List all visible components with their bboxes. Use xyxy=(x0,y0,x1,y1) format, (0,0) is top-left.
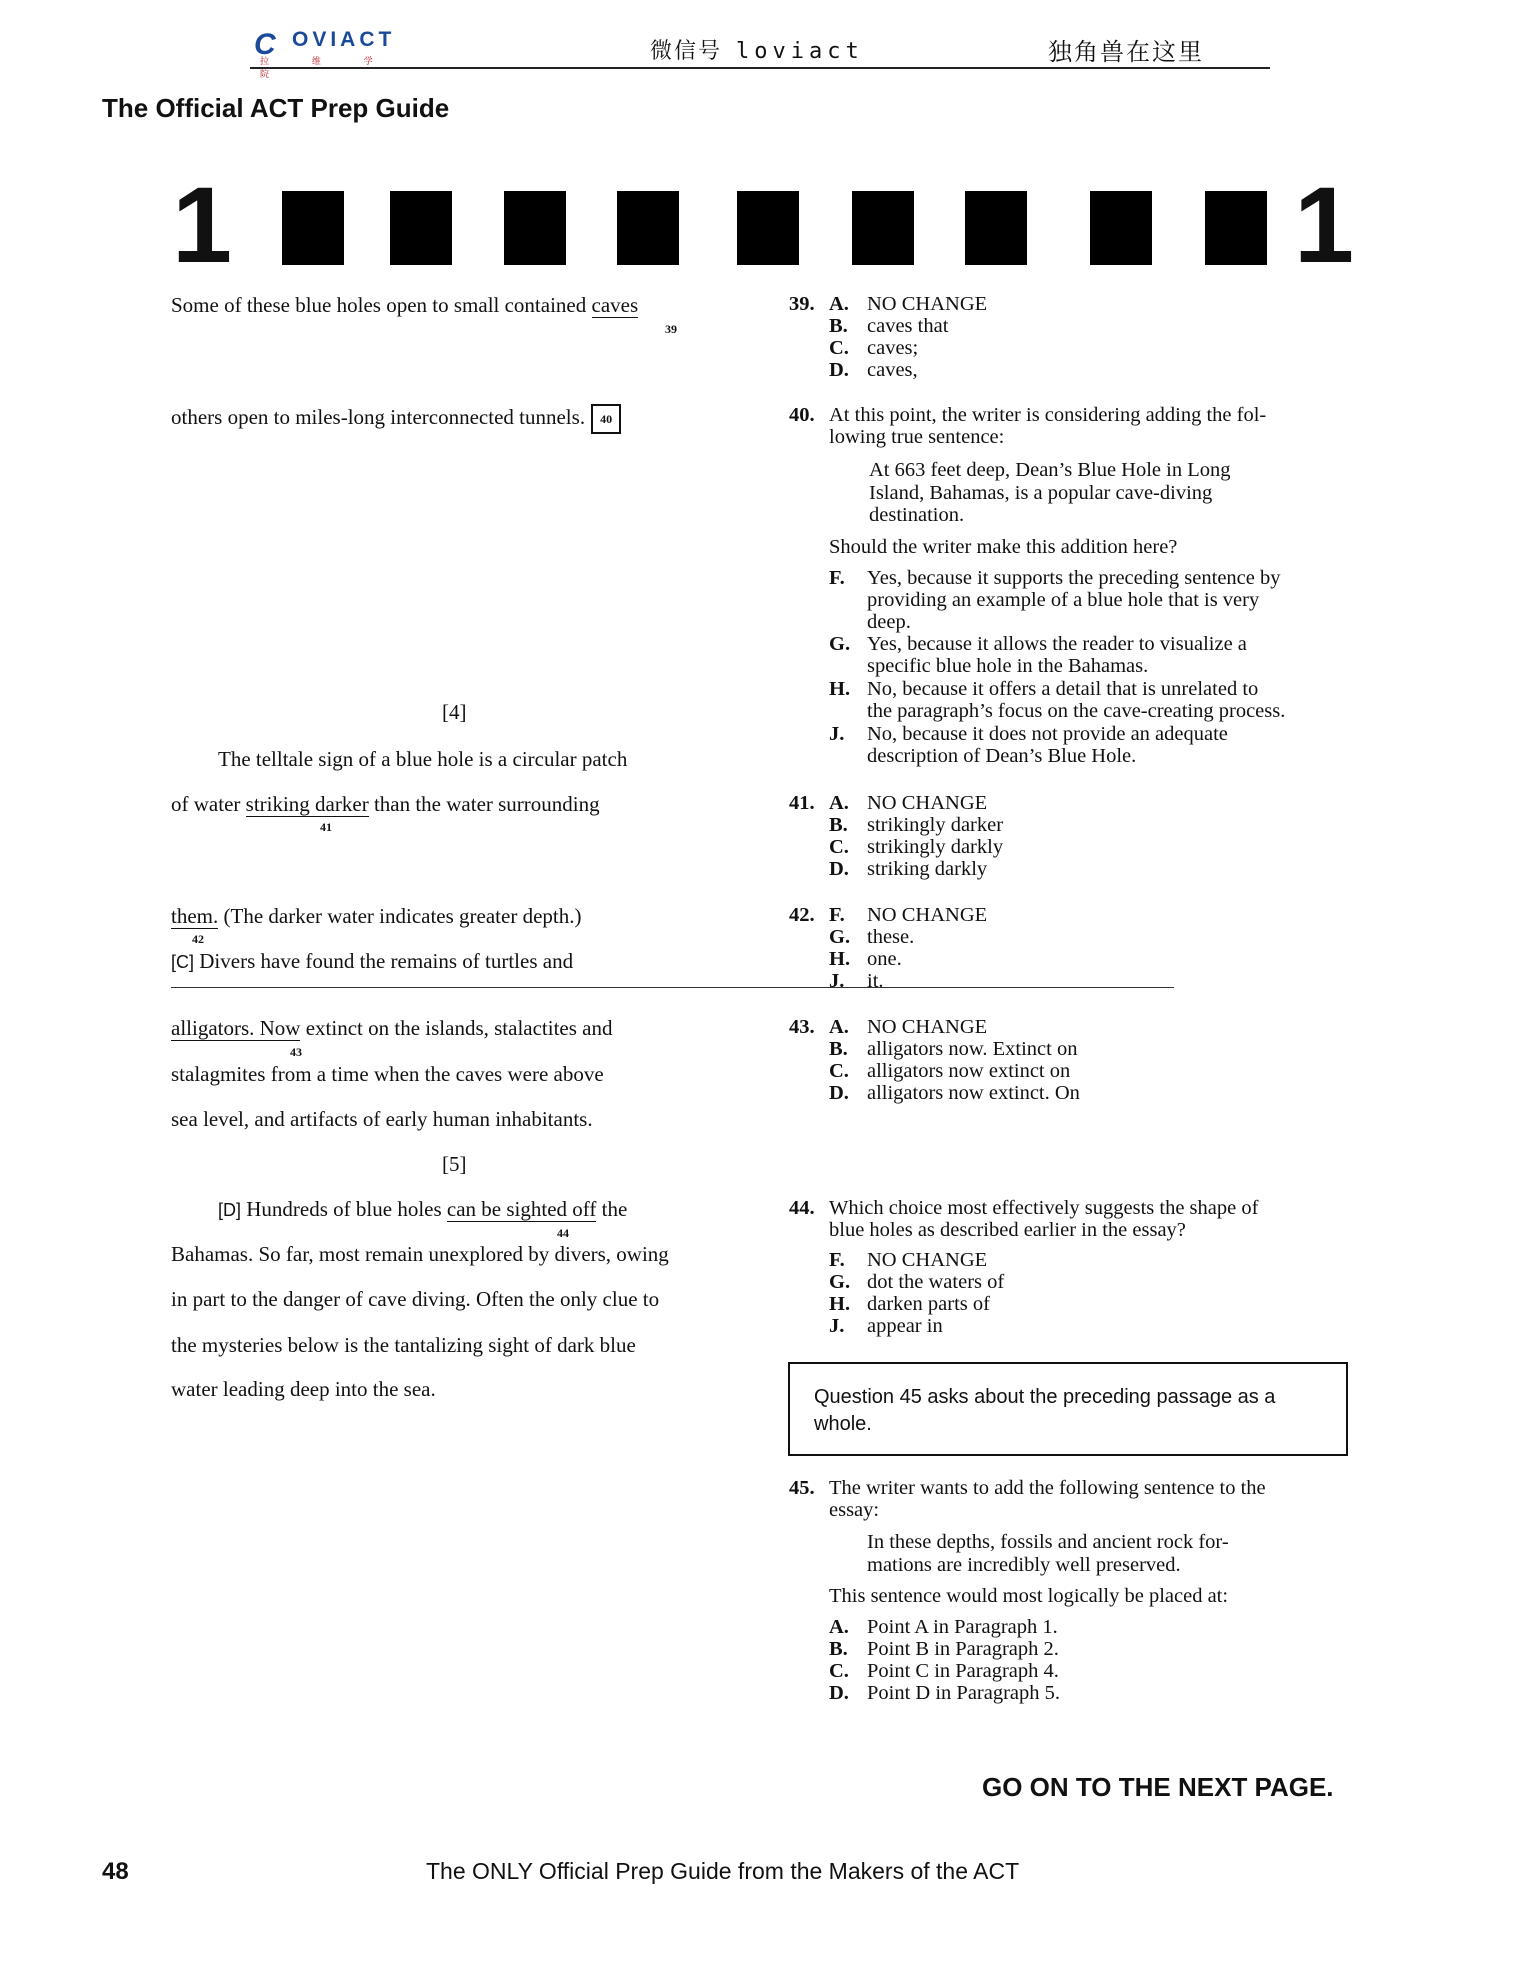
underlined-43: alligators. Now xyxy=(171,1016,301,1040)
question-number: 42. xyxy=(789,904,815,926)
option-43-b[interactable]: B. alligators now. Extinct on xyxy=(829,1038,1078,1060)
loviact-logo xyxy=(254,22,424,80)
option-44-j[interactable]: J. appear in xyxy=(829,1315,943,1337)
option-43-d[interactable]: D. alligators now extinct. On xyxy=(829,1082,1080,1104)
footer-tagline: The ONLY Official Prep Guide from the Makers of the ACT xyxy=(426,1858,1020,1884)
question-stem: Which choice most effectively suggests the shape of xyxy=(829,1197,1259,1219)
question-ref-44: 44 xyxy=(557,1226,569,1240)
passage-line: of water striking darker than the water surrounding xyxy=(171,792,600,816)
question-number: 40. xyxy=(789,404,815,426)
wechat-line xyxy=(650,34,864,65)
option-40-f-line: deep. xyxy=(867,611,911,633)
option-42-j[interactable]: J. it. xyxy=(829,970,884,992)
question-stem: The writer wants to add the following sentence to the xyxy=(829,1477,1266,1499)
section-bar-block xyxy=(737,191,799,265)
passage-line: others open to miles-long interconnected tunnels. 40 xyxy=(171,404,621,434)
passage-line: the mysteries below is the tantalizing sight of dark blue xyxy=(171,1333,636,1357)
section-bar-block xyxy=(390,191,452,265)
instruction-text: Question 45 asks about the preceding passage as a whole. xyxy=(814,1386,1276,1435)
option-39-c[interactable]: C. caves; xyxy=(829,337,919,359)
option-44-g[interactable]: G. dot the waters of xyxy=(829,1271,1005,1293)
quoted-sentence: At 663 feet deep, Dean’s Blue Hole in Long Island, Bahamas, is a popular cave-diving destination. xyxy=(869,459,1231,526)
passage-line: [D] Hundreds of blue holes can be sighted off the xyxy=(218,1197,628,1221)
question-ref-43: 43 xyxy=(290,1045,302,1059)
option-40-h[interactable]: H. No, because it offers a detail that is unrelated to xyxy=(829,678,1259,700)
point-marker-d: [D] xyxy=(218,1200,242,1220)
passage-line: Bahamas. So far, most remain unexplored by divers, owing xyxy=(171,1242,669,1266)
option-44-f[interactable]: F. NO CHANGE xyxy=(829,1249,988,1271)
option-40-g-line: specific blue hole in the Bahamas. xyxy=(867,655,1149,677)
section-number-left: 1 xyxy=(172,164,233,285)
question-number: 41. xyxy=(789,792,815,814)
question-stem: blue holes as described earlier in the essay? xyxy=(829,1219,1186,1241)
option-39-d[interactable]: D. caves, xyxy=(829,359,918,381)
passage-line: [C] Divers have found the remains of turtles and xyxy=(171,949,574,973)
underlined-39: caves xyxy=(591,293,639,317)
option-42-h[interactable]: H. one. xyxy=(829,948,902,970)
passage-line: in part to the danger of cave diving. Often the only clue to xyxy=(171,1287,660,1311)
question-ref-41: 41 xyxy=(320,820,332,834)
question-ref-39: 39 xyxy=(665,322,677,336)
section-bar-block xyxy=(852,191,914,265)
option-45-b[interactable]: B. Point B in Paragraph 2. xyxy=(829,1638,1059,1660)
section-bar-block xyxy=(965,191,1027,265)
question-stem: At this point, the writer is considering adding the fol- xyxy=(829,404,1267,426)
section-bar-block xyxy=(1205,191,1267,265)
question-stem: lowing true sentence: xyxy=(829,426,1005,448)
question-number: 39. xyxy=(789,293,815,315)
logo-subtitle: 拉 维 学 院 xyxy=(260,57,393,80)
passage-line: Some of these blue holes open to small contained caves xyxy=(171,293,639,317)
question-ask: This sentence would most logically be placed at: xyxy=(829,1585,1229,1607)
go-on-next-page: GO ON TO THE NEXT PAGE. xyxy=(982,1772,1334,1802)
option-43-c[interactable]: C. alligators now extinct on xyxy=(829,1060,1071,1082)
option-41-d[interactable]: D. striking darkly xyxy=(829,858,988,880)
question-ref-42: 42 xyxy=(192,932,204,946)
option-40-h-line: the paragraph’s focus on the cave-creating process. xyxy=(867,700,1286,722)
header-tagline: 独角兽在这里 xyxy=(1048,38,1204,66)
option-40-f[interactable]: F. Yes, because it supports the preceding sentence by xyxy=(829,567,1281,589)
page-number: 48 xyxy=(102,1858,129,1885)
section-bar-block xyxy=(504,191,566,265)
guide-title: The Official ACT Prep Guide xyxy=(102,93,450,123)
logo-swoosh-icon: C xyxy=(254,28,276,61)
section-number-right: 1 xyxy=(1294,164,1355,285)
underlined-42: them. xyxy=(171,904,219,928)
question-ask: Should the writer make this addition here? xyxy=(829,536,1178,558)
section-bar-block xyxy=(282,191,344,265)
paragraph-number-4: [4] xyxy=(442,700,467,724)
passage-line: The telltale sign of a blue hole is a circular patch xyxy=(218,747,628,771)
section-bar-block xyxy=(617,191,679,265)
point-marker-c: [C] xyxy=(171,952,195,972)
option-42-g[interactable]: G. these. xyxy=(829,926,915,948)
option-42-f[interactable]: F. NO CHANGE xyxy=(829,904,988,926)
passage-line: water leading deep into the sea. xyxy=(171,1377,436,1401)
wechat-label: 微信号 xyxy=(650,39,723,64)
question-number: 45. xyxy=(789,1477,815,1499)
passage-line: alligators. Now extinct on the islands, stalactites and xyxy=(171,1016,613,1040)
question-stem: essay: xyxy=(829,1499,880,1521)
wechat-id: loviact xyxy=(736,39,864,64)
option-40-j-line: description of Dean’s Blue Hole. xyxy=(867,745,1137,767)
option-45-c[interactable]: C. Point C in Paragraph 4. xyxy=(829,1660,1059,1682)
underlined-41: striking darker xyxy=(245,792,369,816)
passage-line: sea level, and artifacts of early human inhabitants. xyxy=(171,1107,593,1131)
question-45-instruction-box xyxy=(788,1362,1348,1456)
underlined-44: can be sighted off xyxy=(446,1197,597,1221)
question-box-40: 40 xyxy=(591,404,621,434)
passage-line: them. (The darker water indicates greater depth.) xyxy=(171,904,582,928)
option-44-h[interactable]: H. darken parts of xyxy=(829,1293,990,1315)
section-bar-block xyxy=(1090,191,1152,265)
option-39-a[interactable]: A. NO CHANGE xyxy=(829,293,988,315)
question-number: 43. xyxy=(789,1016,815,1038)
option-41-b[interactable]: B. strikingly darker xyxy=(829,814,1004,836)
passage-line: stalagmites from a time when the caves were above xyxy=(171,1062,604,1086)
logo-word: OVIACT xyxy=(292,28,396,51)
option-40-g[interactable]: G. Yes, because it allows the reader to visualize a xyxy=(829,633,1247,655)
option-40-j[interactable]: J. No, because it does not provide an adequate xyxy=(829,723,1228,745)
header-rule xyxy=(250,67,1270,69)
option-45-d[interactable]: D. Point D in Paragraph 5. xyxy=(829,1682,1061,1704)
paragraph-number-5: [5] xyxy=(442,1152,467,1176)
option-45-a[interactable]: A. Point A in Paragraph 1. xyxy=(829,1616,1058,1638)
quoted-sentence: In these depths, fossils and ancient rock for- mations are incredibly well preserved. xyxy=(867,1531,1229,1576)
option-40-f-line: providing an example of a blue hole that is very xyxy=(867,589,1260,611)
option-41-a[interactable]: A. NO CHANGE xyxy=(829,792,988,814)
question-number: 44. xyxy=(789,1197,815,1219)
option-39-b[interactable]: B. caves that xyxy=(829,315,949,337)
option-43-a[interactable]: A. NO CHANGE xyxy=(829,1016,988,1038)
column-divider xyxy=(171,987,1174,988)
option-41-c[interactable]: C. strikingly darkly xyxy=(829,836,1004,858)
